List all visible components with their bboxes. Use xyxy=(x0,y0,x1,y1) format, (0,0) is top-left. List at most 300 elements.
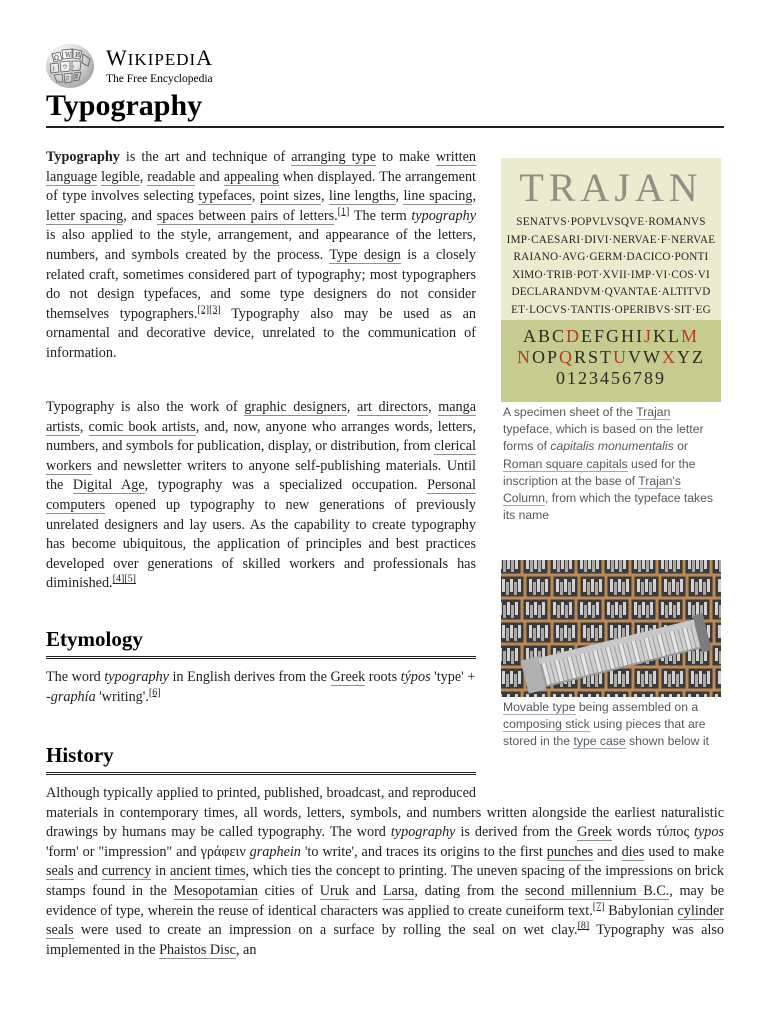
metal-type-sort xyxy=(518,625,521,638)
metal-type-sort xyxy=(569,602,572,615)
metal-type-sort xyxy=(719,560,721,572)
metal-type-sort xyxy=(649,582,652,595)
specimen-alphabet-row xyxy=(501,347,721,368)
metal-type-sort xyxy=(568,582,571,595)
metal-type-sort xyxy=(556,625,559,638)
metal-type-sort xyxy=(623,560,626,569)
metal-type-sort xyxy=(653,579,656,592)
metal-type-sort xyxy=(695,582,698,595)
specimen-letter: E xyxy=(580,326,594,346)
link-legible[interactable]: legible xyxy=(101,168,140,185)
metal-type-sort xyxy=(718,579,721,592)
specimen-letter: B xyxy=(537,326,552,346)
citation-1[interactable]: [1] xyxy=(337,206,350,218)
metal-type-sort xyxy=(642,694,645,697)
section-heading-history: History xyxy=(46,740,476,775)
metal-type-sort xyxy=(703,674,706,687)
metal-type-sort xyxy=(719,651,721,664)
specimen-title: TRAJAN xyxy=(519,165,703,210)
link-point-sizes[interactable]: point sizes xyxy=(259,188,321,205)
metal-type-sort xyxy=(642,602,645,615)
metal-type-sort xyxy=(707,671,710,684)
metal-type-sort xyxy=(561,560,564,569)
link-greek[interactable]: Greek xyxy=(330,669,366,685)
metal-type-sort xyxy=(503,651,506,664)
metal-type-sort xyxy=(511,560,514,572)
metal-type-sort xyxy=(618,625,621,638)
metal-type-sort xyxy=(529,579,532,592)
metal-type-sort xyxy=(533,582,536,595)
metal-type-sort xyxy=(565,605,568,618)
metal-type-sort xyxy=(588,694,591,697)
metal-type-sort xyxy=(700,560,703,572)
metal-type-sort xyxy=(514,674,517,687)
specimen-inscription-panel xyxy=(501,158,721,320)
metal-type-sort xyxy=(595,674,598,687)
metal-type-sort xyxy=(638,605,641,618)
metal-type-sort xyxy=(564,579,567,592)
metal-type-sort xyxy=(507,694,510,697)
svg-text:Ω: Ω xyxy=(54,55,59,62)
link-roman-square-capitals[interactable]: Roman square capitals xyxy=(503,456,628,471)
link-greek-history[interactable]: Greek xyxy=(577,824,612,841)
metal-type-sort xyxy=(572,579,575,592)
metal-type-sort xyxy=(696,560,699,569)
metal-type-sort xyxy=(564,625,567,638)
link-cylinder-seals[interactable]: cylinder seals xyxy=(46,902,724,939)
metal-type-sort xyxy=(641,582,644,595)
site-name: WIKIPEDIA xyxy=(106,45,214,70)
metal-type-sort xyxy=(700,651,703,664)
intro-paragraph-1: Typography is the art and technique of arranging type to make written language legible, readable and appealing when displayed. The arrangement of type involves selecting typefaces, point sizes, line lengths, line spacing, letter spacing, and spaces between pairs of letters.[1] The term typography is also applied to the style, arrangement, and appearance of the letters, numbers, and symbols created by the process. Type design is a closely related craft, sometimes considered part of typography; most typographers do not design typefaces, and some type designers do not consider themselves typographers.[2][3] Typography also may be used as an ornamental and decorative device, unrelated to the communication of information. xyxy=(46,149,477,361)
citation-8[interactable]: [8] xyxy=(577,920,590,932)
trajan-specimen-image[interactable] xyxy=(501,158,721,402)
metal-type-sort xyxy=(704,602,707,615)
metal-type-sort xyxy=(595,582,598,595)
metal-type-sort xyxy=(583,579,586,592)
metal-type-sort xyxy=(618,671,621,684)
specimen-letter: F xyxy=(593,326,606,346)
metal-type-sort xyxy=(715,602,718,615)
link-arranging-type[interactable]: arranging type xyxy=(291,149,376,165)
metal-type-sort xyxy=(530,605,533,618)
metal-type-sort xyxy=(688,694,691,697)
metal-type-sort xyxy=(607,694,610,697)
citation-5[interactable]: [5] xyxy=(124,573,136,585)
metal-type-sort xyxy=(533,628,536,641)
specimen-letter: K xyxy=(653,326,669,346)
metal-type-sort xyxy=(556,579,559,592)
specimen-alphabet-row xyxy=(501,326,721,347)
metal-type-sort xyxy=(542,602,545,615)
metal-type-sort xyxy=(537,579,540,592)
specimen-letter: Z xyxy=(692,347,706,367)
metal-type-sort xyxy=(665,560,668,572)
metal-type-sort xyxy=(511,651,514,664)
metal-type-sort xyxy=(553,694,556,697)
metal-type-sort xyxy=(696,694,699,697)
metal-type-sort xyxy=(592,560,595,572)
figure-caption-trajan: A specimen sheet of the Trajan typeface, which is based on the letter forms of capitalis monumentalis or Roman square capitals used for the inscription at the base of Trajan's Column, from which the typeface takes its name xyxy=(503,405,713,523)
link-trajan[interactable]: Trajan xyxy=(636,405,671,419)
metal-type-sort xyxy=(515,602,518,615)
metal-type-sort xyxy=(595,628,598,641)
metal-type-sort xyxy=(677,602,680,615)
link-composing-stick[interactable]: composing stick xyxy=(503,717,590,732)
metal-type-sort xyxy=(695,674,698,687)
metal-type-sort xyxy=(545,579,548,592)
history-text: Although typically applied to printed, published, broadcast, and reproduced materials in contemporary times, all words, letters, symbols, and numbers written alongside the earliest naturalistic drawings by humans may be called typography. The word typography is derived from the Greek words τύπος typos 'form' or "impression" and γράφειν graphein 'to write', and traces its origins to the first punches and dies used to make seals and currency in ancient times, which ties the concept to printing. The uneven spacing of the impressions on brick stamps found in the Mesopotamian cities of Uruk and Larsa, dating from the second millennium B.C., may be evidence of type, wherein the reuse of identical characters was applied to create cuneiform text.[7] Babylonian cylinder seals were used to create an impression on a surface by rolling the seal on wet clay.[8] Typography was also implemented in the Phaistos Disc, an xyxy=(46,785,725,958)
metal-type-sort xyxy=(661,560,664,569)
svg-text:И: И xyxy=(75,52,81,59)
metal-type-sort xyxy=(502,579,505,592)
citation-6[interactable]: [6] xyxy=(148,686,161,698)
metal-type-sort xyxy=(664,671,667,684)
specimen-letter: R xyxy=(573,347,588,367)
link-movable-type[interactable]: Movable type xyxy=(503,700,576,714)
metal-type-sort xyxy=(503,605,506,618)
specimen-letter: M xyxy=(681,326,700,346)
site-tagline: The Free Encyclopedia xyxy=(106,73,213,85)
metal-type-sort xyxy=(568,628,571,641)
metal-type-sort xyxy=(664,579,667,592)
link-line-spacing[interactable]: line spacing xyxy=(403,188,473,205)
intro-paragraph-2: Typography is also the work of graphic designers, art directors, manga artists, comic book artists, and, now, anyone who arranges words, letters, numbers, and symbols for publication, display, or distribution, from clerical workers and newsletter writers to anyone self-publishing materials. Until the Digital Age, typography was a specialized occupation. Personal computers opened up typography to new generations of previously unrelated designers and lay users. As the capability to create typography has become ubiquitous, the application of principles and best practices developed over generations of skilled workers and professionals has diminished.[4][5] xyxy=(46,399,477,592)
link-letter-spacing[interactable]: letter spacing xyxy=(46,207,124,224)
metal-type-sort xyxy=(591,579,594,592)
site-header xyxy=(46,44,286,88)
metal-type-sort xyxy=(696,648,699,661)
metal-type-sort xyxy=(614,582,617,595)
metal-type-sort xyxy=(569,694,572,697)
link-second-millennium-bc[interactable]: second millennium B.C. xyxy=(525,882,670,899)
metal-type-sort xyxy=(688,602,691,615)
metal-type-sort xyxy=(572,625,575,638)
link-currency[interactable]: currency xyxy=(101,863,152,880)
svg-text:ו: ו xyxy=(73,64,75,71)
metal-type-sort xyxy=(610,579,613,592)
metal-type-sort xyxy=(588,602,591,615)
metal-type-sort xyxy=(650,602,653,615)
metal-type-sort xyxy=(676,674,679,687)
link-seals[interactable]: seals xyxy=(46,863,74,880)
page-title: Typography xyxy=(46,86,724,128)
metal-type-sort xyxy=(561,602,564,615)
metal-type-sort xyxy=(669,602,672,615)
metal-type-sort xyxy=(541,628,544,641)
metal-type-sort xyxy=(514,582,517,595)
metal-type-sort xyxy=(530,560,533,572)
metal-type-sort xyxy=(703,582,706,595)
metal-type-sort xyxy=(503,560,506,572)
specimen-letter: D xyxy=(565,326,581,346)
metal-type-sort xyxy=(677,560,680,569)
specimen-letter: Y xyxy=(677,347,693,367)
svg-text:W: W xyxy=(65,52,72,59)
specimen-letter: Q xyxy=(558,347,574,367)
specimen-letter: I xyxy=(636,326,644,346)
metal-type-sort xyxy=(649,674,652,687)
metal-type-sort xyxy=(515,694,518,697)
metal-type-sort xyxy=(596,560,599,569)
metal-type-sort xyxy=(534,602,537,615)
metal-type-sort xyxy=(672,579,675,592)
metal-type-sort xyxy=(506,674,509,687)
link-appealing[interactable]: appealing xyxy=(223,168,279,185)
link-written-language[interactable]: written language xyxy=(46,149,476,185)
link-clerical-workers[interactable]: clerical workers xyxy=(46,438,476,474)
metal-type-sort xyxy=(668,674,671,687)
metal-type-sort xyxy=(718,625,721,638)
metal-type-sort xyxy=(614,674,617,687)
metal-type-sort xyxy=(502,625,505,638)
metal-type-sort xyxy=(626,579,629,592)
metal-type-sort xyxy=(560,582,563,595)
metal-type-sort xyxy=(610,671,613,684)
metal-type-sort xyxy=(650,694,653,697)
link-art-directors[interactable]: art directors xyxy=(356,399,429,415)
metal-type-sort xyxy=(715,560,718,569)
metal-type-sort xyxy=(646,560,649,572)
metal-type-sort xyxy=(511,605,514,618)
link-phaistos-disc[interactable]: Phaistos Disc xyxy=(159,941,236,958)
link-mesopotamian[interactable]: Mesopotamian xyxy=(173,882,258,899)
metal-type-sort xyxy=(545,625,548,638)
metal-type-sort xyxy=(699,579,702,592)
type-case-illustration xyxy=(501,560,721,697)
metal-type-sort xyxy=(526,602,529,615)
link-punches[interactable]: punches xyxy=(546,843,594,860)
link-spaces-between-pairs-of-letters[interactable]: spaces between pairs of letters xyxy=(156,207,335,224)
metal-type-sort xyxy=(704,560,707,569)
link-typefaces[interactable]: typefaces xyxy=(198,188,252,205)
link-trajans-column[interactable]: Trajan's Column xyxy=(503,473,681,506)
metal-type-sort xyxy=(510,625,513,638)
metal-type-sort xyxy=(645,579,648,592)
svg-text:इ: इ xyxy=(75,73,78,80)
specimen-letter: H xyxy=(621,326,636,346)
metal-type-sort xyxy=(715,648,718,661)
metal-type-sort xyxy=(580,694,583,697)
metal-type-sort xyxy=(526,560,529,569)
metal-type-sort xyxy=(641,674,644,687)
metal-type-sort xyxy=(676,582,679,595)
metal-type-sort xyxy=(646,605,649,618)
specimen-inscription: SENATVS·POPVLVSQVE·ROMANVS IMP·CAESARI·DIVI·NERVAE·F·NERVAE RAIANO·AVG·GERM·DACICO·PONTI XIMO·TRIB·POT·XVII·IMP·VI·COS·VI DECLARANDVM·QVANTAE·ALTITVD ET·LOCVS·TANTIS·OPERIBVS·SIT·EG xyxy=(506,216,716,316)
metal-type-sort xyxy=(553,560,556,569)
metal-type-sort xyxy=(692,560,695,572)
specimen-letter: U xyxy=(613,347,629,367)
citation-2[interactable]: [2] xyxy=(197,304,210,316)
specimen-letter: X xyxy=(662,347,678,367)
metal-type-sort xyxy=(665,605,668,618)
metal-type-sort xyxy=(634,694,637,697)
link-manga-artists[interactable]: manga artists xyxy=(46,399,477,435)
specimen-digits: 0123456789 xyxy=(556,368,666,388)
metal-type-sort xyxy=(650,560,653,569)
metal-type-sort xyxy=(607,602,610,615)
metal-type-sort xyxy=(596,694,599,697)
link-type-case[interactable]: type case xyxy=(573,734,626,749)
metal-type-sort xyxy=(507,602,510,615)
metal-type-sort xyxy=(634,560,637,569)
metal-type-sort xyxy=(718,671,721,684)
metal-type-sort xyxy=(557,605,560,618)
metal-type-sort xyxy=(538,605,541,618)
metal-type-sort xyxy=(677,694,680,697)
specimen-alphabet xyxy=(501,326,721,389)
metal-type-sort xyxy=(610,625,613,638)
metal-type-sort xyxy=(542,560,545,569)
metal-type-sort xyxy=(557,560,560,572)
metal-type-sort xyxy=(560,628,563,641)
metal-type-sort xyxy=(526,694,529,697)
metal-type-sort xyxy=(637,579,640,592)
metal-type-sort xyxy=(680,579,683,592)
link-type-design[interactable]: Type design xyxy=(329,246,401,263)
metal-type-sort xyxy=(588,560,591,569)
svg-text:ק: ק xyxy=(66,75,70,82)
specimen-letter: V xyxy=(628,347,644,367)
metal-type-sort xyxy=(580,560,583,569)
svg-text:ウ: ウ xyxy=(62,64,69,71)
metal-type-sort xyxy=(514,628,517,641)
metal-type-sort xyxy=(707,579,710,592)
metal-type-sort xyxy=(537,625,540,638)
figure-caption-movable-type: Movable type being assembled on a composing stick using pieces that are stored in the type case shown below it xyxy=(503,700,709,749)
metal-type-sort xyxy=(618,579,621,592)
metal-type-sort xyxy=(538,560,541,572)
metal-type-sort xyxy=(661,602,664,615)
link-readable[interactable]: readable xyxy=(147,168,196,185)
specimen-letter: C xyxy=(551,326,566,346)
link-larsa[interactable]: Larsa xyxy=(382,882,415,899)
metal-type-sort xyxy=(506,582,509,595)
metal-type-sort xyxy=(615,694,618,697)
metal-type-sort xyxy=(653,671,656,684)
link-uruk[interactable]: Uruk xyxy=(319,882,349,899)
metal-type-sort xyxy=(510,671,513,684)
metal-type-sort xyxy=(561,694,564,697)
metal-type-sort xyxy=(565,560,568,572)
metal-type-sort xyxy=(510,579,513,592)
metal-type-sort xyxy=(518,671,521,684)
metal-type-sort xyxy=(673,605,676,618)
metal-type-sort xyxy=(541,582,544,595)
metal-type-sort xyxy=(611,560,614,572)
metal-type-sort xyxy=(615,602,618,615)
metal-type-sort xyxy=(599,625,602,638)
link-comic-book-artists[interactable]: comic book artists xyxy=(88,418,196,435)
metal-type-sort xyxy=(719,605,721,618)
etymology-paragraph: The word typography in English derives from the Greek roots týpos 'type' + -graphía 'writing'.[6] xyxy=(46,669,476,705)
metal-type-sort xyxy=(607,560,610,569)
metal-type-sort xyxy=(592,605,595,618)
metal-type-sort xyxy=(688,560,691,569)
metal-type-sort xyxy=(661,694,664,697)
metal-type-sort xyxy=(691,579,694,592)
metal-type-sort xyxy=(583,625,586,638)
metal-type-sort xyxy=(645,671,648,684)
link-digital-age[interactable]: Digital Age xyxy=(72,477,145,494)
metal-type-sort xyxy=(619,605,622,618)
metal-type-sort xyxy=(680,671,683,684)
citation-4[interactable]: [4] xyxy=(112,573,125,585)
metal-type-sort xyxy=(669,560,672,569)
movable-type-photo[interactable] xyxy=(501,560,721,697)
metal-type-sort xyxy=(584,560,587,572)
specimen-letter: O xyxy=(531,347,547,367)
metal-type-sort xyxy=(599,579,602,592)
specimen-letter: S xyxy=(588,347,601,367)
metal-type-sort xyxy=(584,605,587,618)
link-ancient-times[interactable]: ancient times xyxy=(169,863,246,880)
metal-type-sort xyxy=(691,671,694,684)
metal-type-sort xyxy=(580,602,583,615)
metal-type-sort xyxy=(501,648,502,661)
metal-type-sort xyxy=(569,560,572,569)
metal-type-sort xyxy=(704,694,707,697)
specimen-letter: T xyxy=(600,347,614,367)
metal-type-sort xyxy=(529,625,532,638)
metal-type-sort xyxy=(638,560,641,572)
metal-type-sort xyxy=(587,582,590,595)
wikipedia-wordmark[interactable] xyxy=(106,46,213,86)
metal-type-sort xyxy=(502,671,505,684)
metal-type-sort xyxy=(615,560,618,569)
specimen-letter: G xyxy=(606,326,621,346)
specimen-letter: N xyxy=(516,347,532,367)
citation-3[interactable]: [3] xyxy=(209,304,221,316)
specimen-letter: L xyxy=(668,326,682,346)
metal-type-sort xyxy=(642,560,645,569)
metal-type-sort xyxy=(619,560,622,572)
metal-type-sort xyxy=(515,648,518,661)
metal-type-sort xyxy=(611,605,614,618)
metal-type-sort xyxy=(673,560,676,572)
metal-type-sort xyxy=(623,694,626,697)
link-graphic-designers[interactable]: graphic designers xyxy=(244,399,347,415)
specimen-letter: A xyxy=(522,326,538,346)
metal-type-sort xyxy=(596,602,599,615)
metal-type-sort xyxy=(501,694,502,697)
section-heading-etymology: Etymology xyxy=(46,624,476,659)
specimen-alphabet-panel xyxy=(501,320,721,402)
wikipedia-globe-icon[interactable] xyxy=(46,44,94,88)
metal-type-sort xyxy=(669,694,672,697)
metal-type-sort xyxy=(518,579,521,592)
metal-type-sort xyxy=(501,602,502,615)
link-personal-computers[interactable]: Personal computers xyxy=(46,477,476,513)
metal-type-sort xyxy=(634,602,637,615)
metal-type-sort xyxy=(534,694,537,697)
metal-type-sort xyxy=(542,694,545,697)
link-dies[interactable]: dies xyxy=(621,843,645,860)
metal-type-sort xyxy=(515,560,518,569)
link-line-lengths[interactable]: line lengths xyxy=(328,188,396,205)
metal-type-sort xyxy=(699,671,702,684)
metal-type-sort xyxy=(626,671,629,684)
metal-type-sort xyxy=(507,560,510,569)
metal-type-sort xyxy=(715,694,718,697)
specimen-letter: J xyxy=(644,326,654,346)
metal-type-sort xyxy=(622,582,625,595)
citation-7[interactable]: [7] xyxy=(592,900,605,912)
metal-type-sort xyxy=(623,602,626,615)
metal-type-sort xyxy=(672,671,675,684)
specimen-letter: W xyxy=(643,347,663,367)
svg-text:ا: ا xyxy=(53,66,55,73)
